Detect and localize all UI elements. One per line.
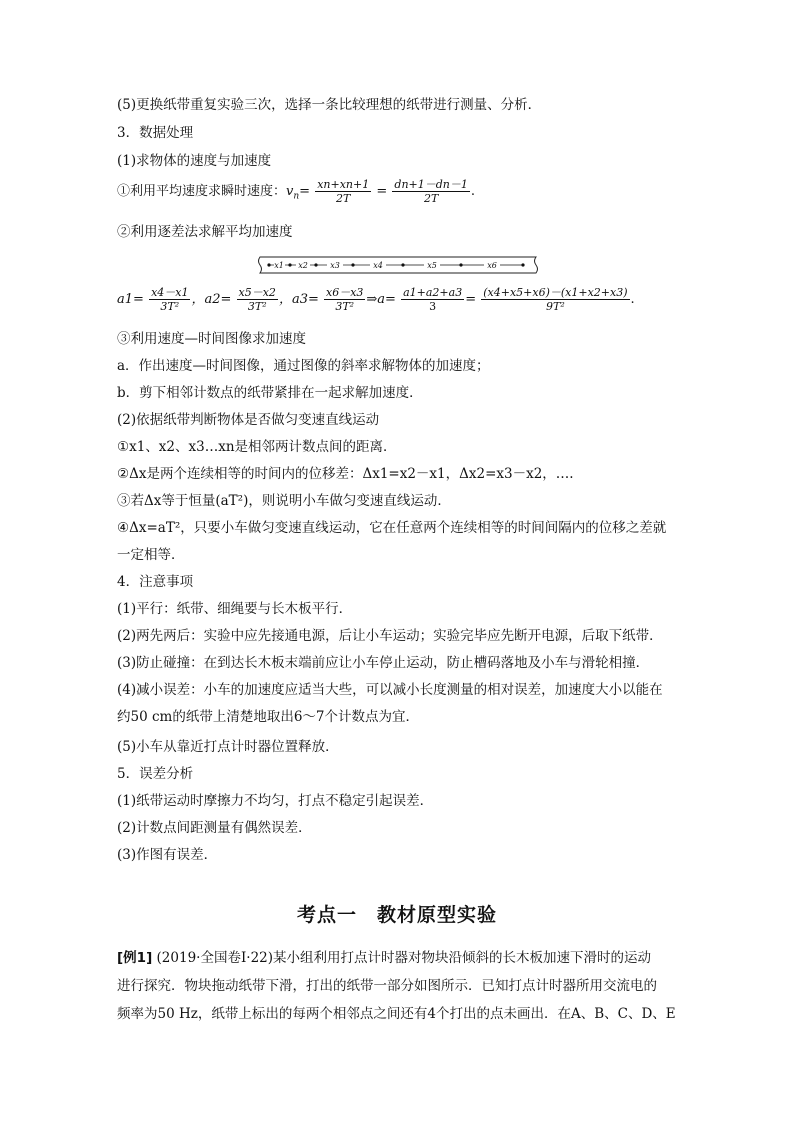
text-line-21: 约50 cm的纸带上清楚地取出6～7个计数点为宜． xyxy=(117,709,420,725)
tape-label-x2: x2 xyxy=(298,261,308,270)
final-num: (x4+x5+x6)－(x1+x2+x3) xyxy=(483,286,628,299)
example-line-1 xyxy=(117,949,651,967)
text-line-8: a．作出速度—时间图像，通过图像的斜率求解物体的加速度； xyxy=(117,358,490,374)
section-3-title: 3．数据处理 xyxy=(117,125,194,141)
text-line-20: (4)减小误差：小车的加速度应适当大些，可以减小长度测量的相对误差，加速度大小以能在 xyxy=(117,682,663,698)
tape-label-x4: x4 xyxy=(373,261,383,270)
fraction-1-den: 2T xyxy=(336,192,351,205)
final-den: 9T² xyxy=(546,300,565,313)
section-heading: 考点一 教材原型实验 xyxy=(296,904,497,926)
avg-den: 3 xyxy=(429,300,437,313)
tape-label-x5: x5 xyxy=(427,261,437,270)
v-symbol: v xyxy=(286,184,294,199)
v-subscript: n xyxy=(293,191,300,202)
example-line-2: 进行探究．物块拖动纸带下滑，打出的纸带一部分如图所示．已知打点计时器所用交流电的 xyxy=(117,978,657,994)
text-line-22: (5)小车从靠近打点计时器位置释放． xyxy=(117,739,339,755)
a3-label: ，a3= xyxy=(278,292,319,307)
text-line-18: (2)两先两后：实验中应先接通电源，后让小车运动；实验完毕应先断开电源，后取下纸带． xyxy=(117,628,663,644)
paper-tape-diagram xyxy=(257,255,539,275)
a1-label: a1= xyxy=(117,292,144,307)
fraction-1 xyxy=(315,178,371,205)
a2-fraction xyxy=(237,286,278,313)
a2-den: 3T² xyxy=(247,300,267,313)
text-line-9: b．剪下相邻计数点的纸带紧排在一起求解加速度． xyxy=(117,385,423,401)
a3-den: 3T² xyxy=(335,300,355,313)
text-line-13: ③若Δx等于恒量(aT²)，则说明小车做匀变速直线运动． xyxy=(117,493,451,509)
text-line-11: ①x1、x2、x3…xn是相邻两计数点间的距离． xyxy=(117,439,397,455)
period: . xyxy=(470,184,476,199)
section-5-title: 5．误差分析 xyxy=(117,766,194,782)
final-fraction xyxy=(481,286,629,313)
formula-instant-velocity xyxy=(117,178,475,205)
equals-sign-2: = xyxy=(376,184,388,199)
text-line-1: (5)更换纸带重复实验三次，选择一条比较理想的纸带进行测量、分析． xyxy=(117,97,542,113)
text-line-26: (3)作图有误差． xyxy=(117,847,218,863)
equals-sign: = xyxy=(299,184,311,199)
text-line-12: ②Δx是两个连续相等的时间内的位移差：Δx1=x2－x1，Δx2=x3－x2，…. xyxy=(117,466,574,482)
example-line-3: 频率为50 Hz，纸带上标出的每两个相邻点之间还有4个打出的点未画出．在A、B、C、D、E xyxy=(117,1006,676,1022)
avg-fraction xyxy=(401,286,464,313)
text-line-25: (2)计数点间距测量有偶然误差． xyxy=(117,820,312,836)
a3-fraction xyxy=(324,286,365,313)
subsection-1-title: (1)求物体的速度与加速度 xyxy=(117,153,272,169)
text-line-5: ②利用逐差法求解平均加速度 xyxy=(117,224,293,240)
example-text-1: (2019·全国卷Ⅰ·22)某小组利用打点计时器对物块沿倾斜的长木板加速下滑时的运动 xyxy=(156,950,652,966)
text-line-17: (1)平行：纸带、细绳要与长木板平行． xyxy=(117,601,353,617)
fraction-2-den: 2T xyxy=(423,192,439,205)
period-2: . xyxy=(630,292,635,307)
tape-label-x3: x3 xyxy=(330,261,340,270)
a1-num: x4－x1 xyxy=(151,286,189,299)
text-line-7: ③利用速度—时间图像求加速度 xyxy=(117,331,306,347)
avg-num: a1+a2+a3 xyxy=(403,286,463,299)
text-line-15: 一定相等． xyxy=(117,547,185,563)
text-line-10: (2)依据纸带判断物体是否做匀变速直线运动 xyxy=(117,412,380,428)
text-line-14: ④Δx=aT²，只要小车做匀变速直线运动，它在任意两个连续相等的时间间隔内的位移之差就 xyxy=(117,520,667,536)
text-line-24: (1)纸带运动时摩擦力不均匀，打点不稳定引起误差． xyxy=(117,793,434,809)
example-tag: [例1] xyxy=(117,950,153,966)
a2-label: ，a2= xyxy=(191,292,232,307)
section-4-title: 4．注意事项 xyxy=(117,574,194,590)
formula-average-acceleration xyxy=(117,286,635,313)
a1-den: 3T² xyxy=(160,300,180,313)
a3-num: x6－x3 xyxy=(326,286,364,299)
implies-arrow: ⇒a= xyxy=(366,292,396,307)
equals-sign-3: = xyxy=(465,292,477,307)
tape-label-x6: x6 xyxy=(487,261,497,270)
tape-label-x1: x1 xyxy=(274,261,284,270)
formula-prefix: ①利用平均速度求瞬时速度： xyxy=(117,184,287,199)
fraction-2-num: dn+1－dn－1 xyxy=(394,178,468,191)
text-line-19: (3)防止碰撞：在到达长木板末端前应让小车停止运动，防止槽码落地及小车与滑轮相撞． xyxy=(117,655,650,671)
fraction-2 xyxy=(392,178,469,205)
a1-fraction xyxy=(149,286,190,313)
a2-num: x5－x2 xyxy=(238,286,276,299)
fraction-1-num: xn+xn+1 xyxy=(317,178,370,191)
